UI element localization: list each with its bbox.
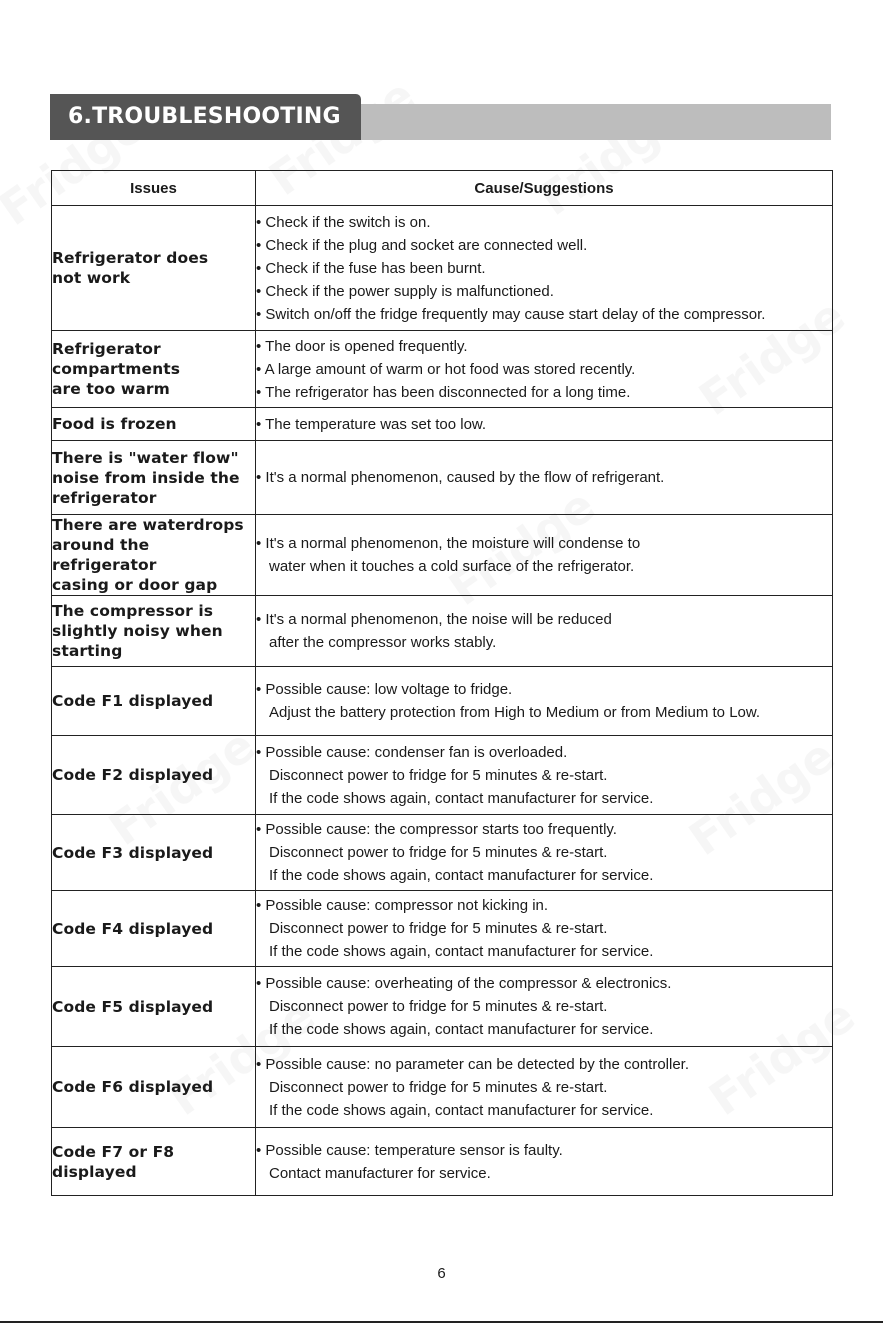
issue-cell xyxy=(52,1128,256,1196)
issue-cell xyxy=(52,596,256,667)
cause-text: Disconnect power to fridge for 5 minutes & re-start. xyxy=(269,766,608,784)
cause-text: • The temperature was set too low. xyxy=(256,415,487,433)
cause-cell xyxy=(256,515,833,596)
cause-cell xyxy=(256,206,833,331)
table-row xyxy=(52,667,833,736)
table-row xyxy=(52,1128,833,1196)
cause-text: • Possible cause: temperature sensor is faulty. xyxy=(256,1141,563,1159)
cause-cell xyxy=(256,331,833,408)
issue-text: There are waterdrops xyxy=(52,516,244,534)
issue-text: Refrigerator does xyxy=(52,249,209,267)
issue-cell xyxy=(52,206,256,331)
cause-text: • The refrigerator has been disconnected for a long time. xyxy=(256,383,631,401)
cause-text: Disconnect power to fridge for 5 minutes & re-start. xyxy=(269,920,608,937)
cause-text: If the code shows again, contact manufacturer for service. xyxy=(269,789,654,807)
table-row xyxy=(52,736,833,815)
cause-text: If the code shows again, contact manufacturer for service. xyxy=(269,1101,654,1119)
issue-cell xyxy=(52,967,256,1047)
cause-cell xyxy=(256,1128,833,1196)
cause-cell xyxy=(256,815,833,891)
issue-text: Food is frozen xyxy=(52,415,177,433)
cause-column-header: Cause/Suggestions xyxy=(256,171,833,206)
issue-text: Code F4 displayed xyxy=(52,919,214,938)
cause-cell xyxy=(256,967,833,1047)
cause-text: • It's a normal phenomenon, the noise will be reduced xyxy=(256,611,612,628)
issue-cell xyxy=(52,1047,256,1128)
table-row xyxy=(52,331,833,408)
issue-text: casing or door gap xyxy=(52,576,218,594)
cause-text: water when it touches a cold surface of the refrigerator. xyxy=(269,558,635,575)
table-row xyxy=(52,515,833,596)
troubleshooting-table xyxy=(51,170,833,1196)
issue-text: refrigerator xyxy=(52,488,157,507)
cause-text: • Possible cause: compressor not kicking in. xyxy=(256,897,549,914)
issue-cell xyxy=(52,736,256,815)
issue-cell xyxy=(52,331,256,408)
cause-cell xyxy=(256,441,833,515)
cause-text: • Possible cause: overheating of the compressor & electronics. xyxy=(256,975,672,992)
section-title: 6.TROUBLESHOOTING xyxy=(68,104,341,129)
table-row xyxy=(52,967,833,1047)
issues-column-header: Issues xyxy=(52,171,256,206)
cause-text: • Possible cause: condenser fan is overloaded. xyxy=(256,743,568,761)
table-row xyxy=(52,815,833,891)
cause-text: • A large amount of warm or hot food was stored recently. xyxy=(256,360,636,378)
cause-text: If the code shows again, contact manufacturer for service. xyxy=(269,1021,654,1038)
cause-text: after the compressor works stably. xyxy=(269,634,497,651)
cause-text: • Possible cause: low voltage to fridge. xyxy=(256,681,513,698)
cause-text: • Check if the fuse has been burnt. xyxy=(256,259,486,277)
table-row xyxy=(52,408,833,441)
cause-text: • The door is opened frequently. xyxy=(256,337,468,355)
issue-cell xyxy=(52,815,256,891)
issue-text: Refrigerator xyxy=(52,340,161,358)
table-row xyxy=(52,891,833,967)
cause-text: • It's a normal phenomenon, caused by the flow of refrigerant. xyxy=(256,469,665,486)
cause-text: If the code shows again, contact manufacturer for service. xyxy=(269,867,654,884)
issue-text: noise from inside the xyxy=(52,468,240,487)
cause-cell xyxy=(256,736,833,815)
cause-text: Disconnect power to fridge for 5 minutes & re-start. xyxy=(269,844,608,861)
cause-cell xyxy=(256,1047,833,1128)
cause-text: • It's a normal phenomenon, the moisture will condense to xyxy=(256,535,641,552)
cause-text: Contact manufacturer for service. xyxy=(269,1164,491,1182)
issue-text: around the refrigerator xyxy=(52,536,157,574)
issue-cell xyxy=(52,667,256,736)
cause-text: Adjust the battery protection from High to Medium or from Medium to Low. xyxy=(269,704,761,721)
cause-cell xyxy=(256,891,833,967)
issue-cell xyxy=(52,408,256,441)
cause-text: • Check if the power supply is malfunctioned. xyxy=(256,282,554,300)
cause-text: • Check if the plug and socket are connected well. xyxy=(256,236,588,254)
cause-text: • Switch on/off the fridge frequently may cause start delay of the compressor. xyxy=(256,305,766,323)
table-header-row xyxy=(52,171,833,206)
cause-cell xyxy=(256,667,833,736)
table-row xyxy=(52,596,833,667)
cause-text: Disconnect power to fridge for 5 minutes & re-start. xyxy=(269,1078,608,1096)
issue-text: Code F2 displayed xyxy=(52,766,214,784)
issue-cell xyxy=(52,515,256,596)
issue-text: Code F3 displayed xyxy=(52,843,214,862)
cause-text: • Possible cause: the compressor starts too frequently. xyxy=(256,821,617,838)
issue-text: Code F5 displayed xyxy=(52,997,214,1016)
issue-cell xyxy=(52,441,256,515)
issue-text: Code F1 displayed xyxy=(52,692,214,710)
table-row xyxy=(52,206,833,331)
cause-text: If the code shows again, contact manufacturer for service. xyxy=(269,943,654,960)
issue-text: There is "water flow" xyxy=(52,448,239,467)
cause-cell xyxy=(256,408,833,441)
issue-cell xyxy=(52,891,256,967)
table-row xyxy=(52,441,833,515)
cause-text: • Check if the switch is on. xyxy=(256,213,431,231)
issue-text: are too warm xyxy=(52,380,170,398)
cause-text: • Possible cause: no parameter can be detected by the controller. xyxy=(256,1055,690,1073)
cause-text: Disconnect power to fridge for 5 minutes & re-start. xyxy=(269,998,608,1015)
bottom-rule xyxy=(0,1321,883,1323)
cause-cell xyxy=(256,596,833,667)
issue-text: not work xyxy=(52,269,131,287)
table-row xyxy=(52,1047,833,1128)
issue-text: The compressor is xyxy=(52,602,214,620)
issue-text: Code F7 or F8 displayed xyxy=(52,1142,175,1181)
issue-text: starting xyxy=(52,642,123,660)
issue-text: Code F6 displayed xyxy=(52,1078,214,1096)
issue-text: compartments xyxy=(52,360,181,378)
issue-text: slightly noisy when xyxy=(52,622,223,640)
page-number: 6 xyxy=(437,1265,446,1282)
